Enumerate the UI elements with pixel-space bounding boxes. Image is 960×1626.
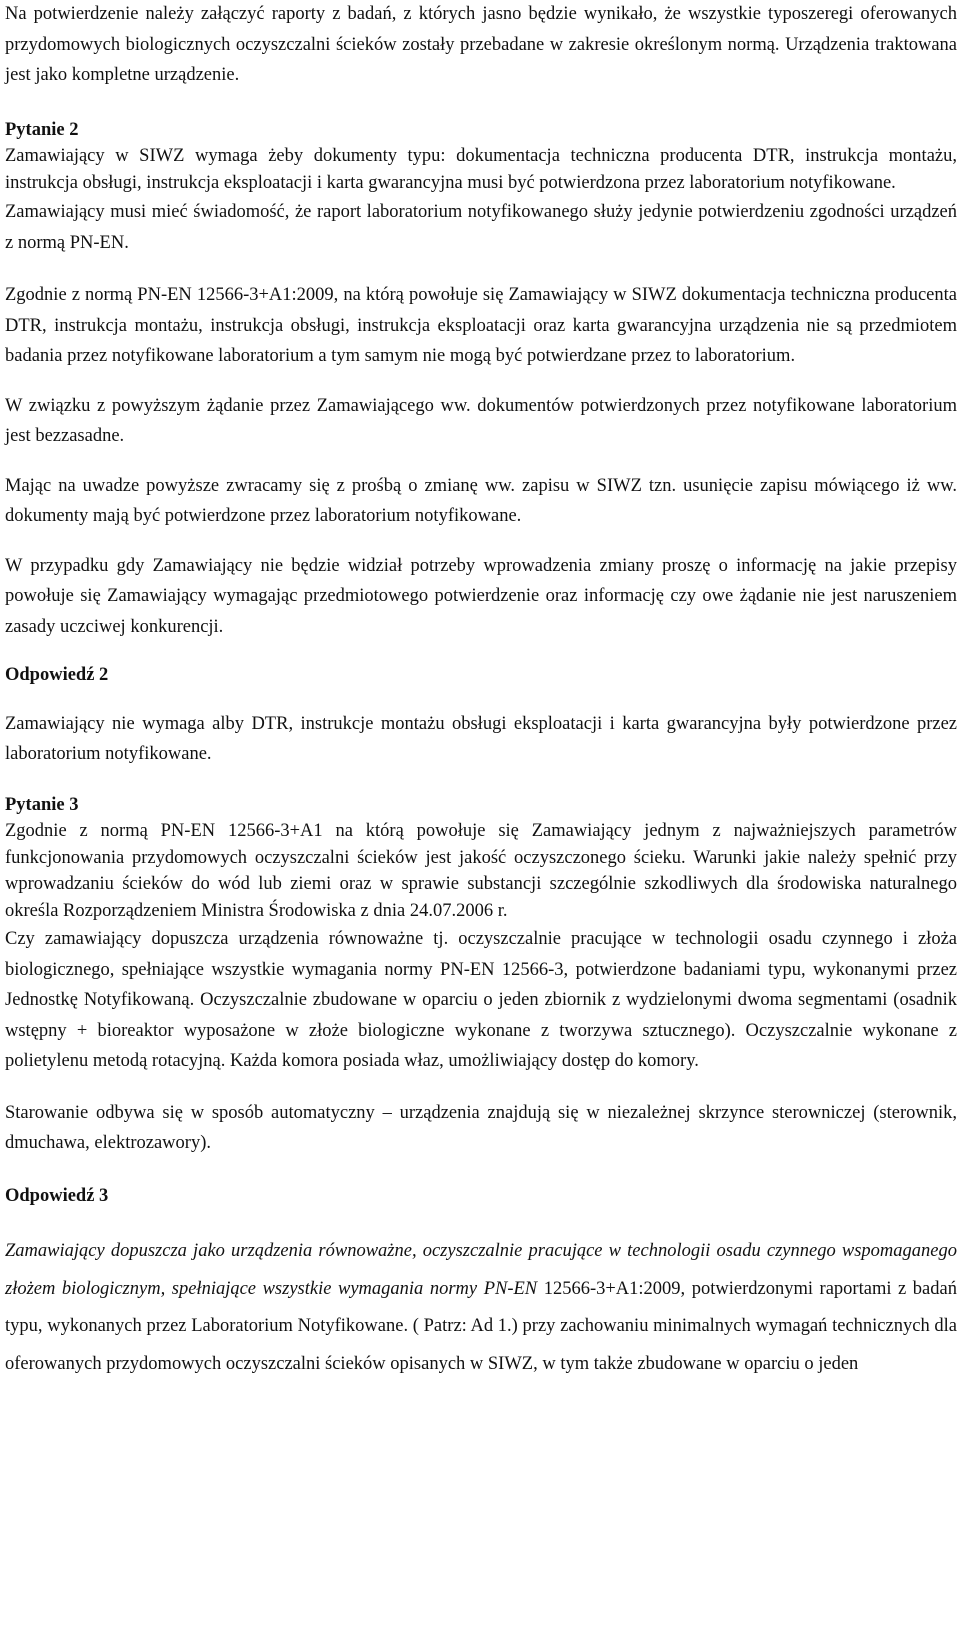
question-2-paragraph: W związku z powyższym żądanie przez Zamawiającego ww. dokumentów potwierdzonych przez notyfikowane laboratorium jest bezzasadne.: [5, 395, 957, 446]
answer-3-italic-text: Zamawiający dopuszcza jako urządzenia równoważne, oczyszczalnie pracujące w technologii osadu czynnego wspomaganego złożem biologicznym, spełniające wszystkie wymagania normy PN-EN: [5, 1241, 957, 1299]
answer-3-heading: Odpowiedź 3: [5, 1185, 109, 1206]
question-2-paragraph: Zgodnie z normą PN-EN 12566-3+A1:2009, na którą powołuje się Zamawiający w SIWZ dokumentacja techniczna producenta DTR, instrukcja montażu, instrukcja obsługi, instrukcja eksploatacji oraz karta gwarancyjna urządzenia nie są przedmiotem badania przez notyfikowane laboratorium a tym samym nie mogą być potwierdzane przez to laboratorium.: [5, 285, 957, 366]
question-3-paragraph: Zgodnie z normą PN-EN 12566-3+A1 na którą powołuje się Zamawiający jednym z najważniejszych parametrów funkcjonowania przydomowych oczyszczalni ścieków jest jakość oczyszczonego ścieku. Warunki jakie należy spełnić przy wprowadzaniu ścieków do wód lub ziemi oraz w sprawie substancji szczególnie szkodliwych dla środowiska naturalnego określa Rozporządzeniem Ministra Środowiska z dnia 24.07.2006 r.: [5, 821, 957, 921]
question-2-paragraph: Zamawiający w SIWZ wymaga żeby dokumenty typu: dokumentacja techniczna producenta DTR, instrukcja montażu, instrukcja obsługi, instrukcja eksploatacji i karta gwarancyjna musi być potwierdzona przez laboratorium notyfikowane.: [5, 146, 957, 193]
question-3-heading: Pytanie 3: [5, 794, 79, 815]
question-2-paragraph: Mając na uwadze powyższe zwracamy się z prośbą o zmianę ww. zapisu w SIWZ tzn. usunięcie zapisu mówiącego iż ww. dokumenty mają być potwierdzone przez laboratorium notyfikowane.: [5, 475, 957, 526]
answer-2-heading: Odpowiedź 2: [5, 665, 109, 685]
answer-3-paragraph: [5, 1233, 957, 1383]
question-3-paragraph: Starowanie odbywa się w sposób automatyczny – urządzenia znajdują się w niezależnej skrzynce sterowniczej (sterownik, dmuchawa, elektrozawory).: [5, 1102, 957, 1153]
intro-paragraph: Na potwierdzenie należy załączyć raporty z badań, z których jasno będzie wynikało, że wszystkie typoszeregi oferowanych przydomowych biologicznych oczyszczalni ścieków zostały przebadane w zakresie określonym normą. Urządzenia traktowana jest jako kompletne urządzenie.: [5, 4, 957, 85]
question-3-paragraph: Czy zamawiający dopuszcza urządzenia równoważne tj. oczyszczalnie pracujące w technologii osadu czynnego i złoża biologicznego, spełniające wszystkie wymagania normy PN-EN 12566-3, potwierdzone badaniami typu, wykonanymi przez Jednostkę Notyfikowaną. Oczyszczalnie zbudowane w oparciu o jeden zbiornik z wydzielonymi dwoma segmentami (osadnik wstępny + bioreaktor wyposażone w złoże biologiczne wykonane z tworzywa sztucznego). Oczyszczalnie wykonane z polietylenu metodą rotacyjną. Każda komora posiada właz, umożliwiający dostęp do komory.: [5, 929, 957, 1071]
question-2-paragraph: W przypadku gdy Zamawiający nie będzie widział potrzeby wprowadzenia zmiany proszę o informację na jakie przepisy powołuje się Zamawiający wymagając przedmiotowego potwierdzenie oraz informację czy owe żądanie nie jest naruszeniem zasady uczciwej konkurencji.: [5, 555, 957, 637]
answer-3-normal-text: 12566-3+A1:2009, potwierdzonymi raportami z badań typu, wykonanych przez Laboratorium Notyfikowane. ( Patrz: Ad 1.) przy zachowaniu minimalnych wymagań technicznych dla oferowanych przydomowych oczyszczalni ścieków opisanych w SIWZ, w tym także zbudowane w oparciu o jeden: [5, 1278, 957, 1374]
question-2-paragraph: Zamawiający musi mieć świadomość, że raport laboratorium notyfikowanego służy jedynie potwierdzeniu zgodności urządzeń z normą PN-EN.: [5, 202, 957, 253]
document-page: [5, 0, 957, 1383]
answer-2-paragraph: Zamawiający nie wymaga alby DTR, instrukcje montażu obsługi eksploatacji i karta gwarancyjna były potwierdzone przez laboratorium notyfikowane.: [5, 713, 957, 764]
question-2-heading: Pytanie 2: [5, 119, 79, 140]
